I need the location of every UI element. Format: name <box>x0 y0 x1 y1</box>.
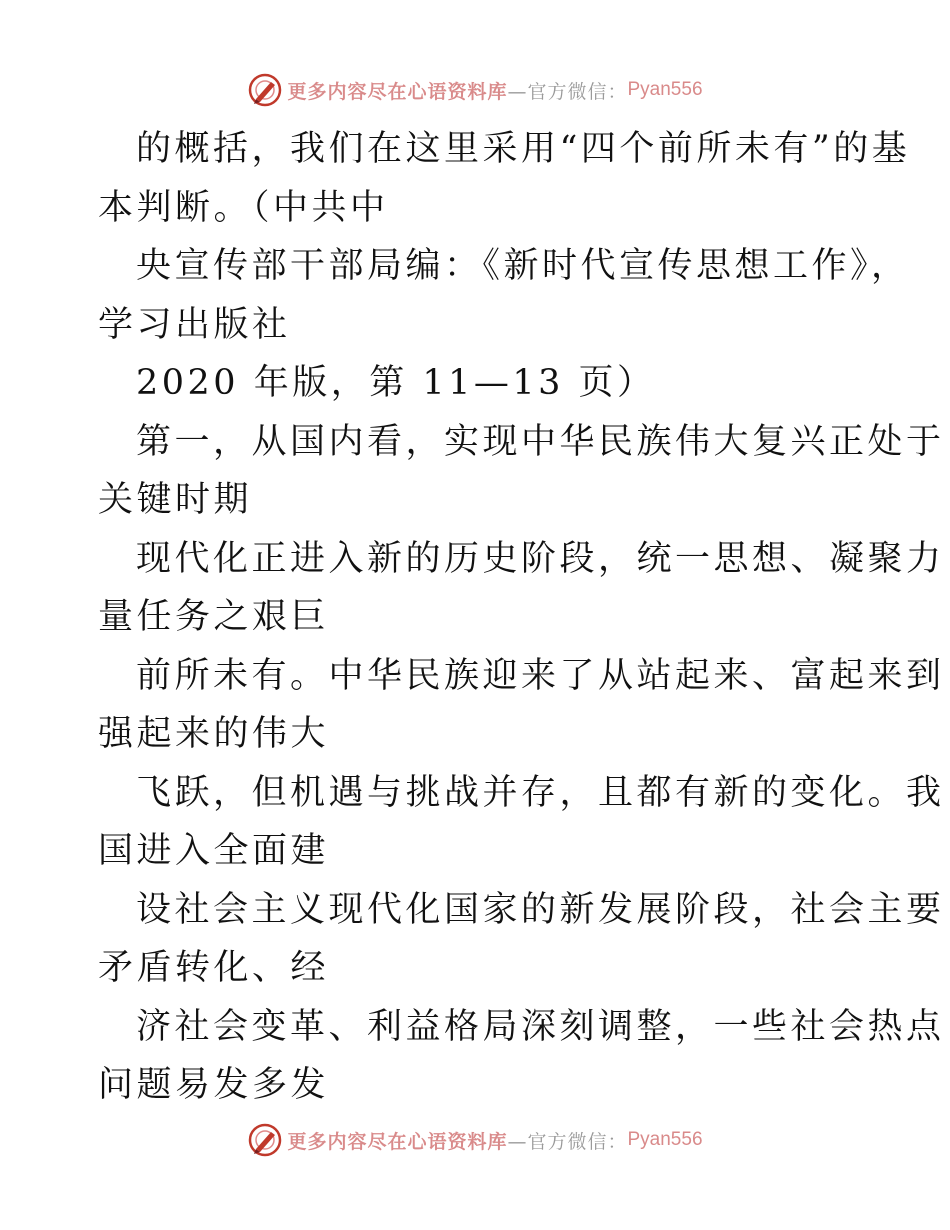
footer-watermark <box>0 1120 950 1160</box>
watermark-account: Pyan556 <box>627 1129 703 1150</box>
text-line: 央宣传部干部局编：《新时代宣传思想工作》， <box>136 246 910 286</box>
text-line: 矛盾转化、经 <box>98 948 330 988</box>
text-line: 问题易发多发 <box>98 1065 330 1105</box>
watermark-separator: —官方微信： <box>507 1130 628 1153</box>
text-line: 2020 年版，第 11—13 页） <box>136 363 656 403</box>
watermark-account: Pyan556 <box>627 79 703 100</box>
text-line: 前所未有。中华民族迎来了从站起来、富起来到 <box>136 655 945 696</box>
text-line: 飞跃，但机遇与挑战并存，且都有新的变化。我 <box>136 772 945 813</box>
header-watermark <box>0 70 950 110</box>
text-line: 学习出版社 <box>98 304 291 345</box>
document-body <box>98 120 945 1115</box>
text-line: 强起来的伟大 <box>98 714 330 754</box>
watermark-brand: 更多内容尽在心语资料库 <box>287 80 508 103</box>
text-line: 济社会变革、利益格局深刻调整，一些社会热点 <box>136 1006 945 1047</box>
watermark-separator: —官方微信： <box>507 80 628 103</box>
text-line: 国进入全面建 <box>98 831 330 871</box>
text-line: 第一，从国内看，实现中华民族伟大复兴正处于 <box>136 421 945 462</box>
text-line: 的概括，我们在这里采用“四个前所未有”的基 <box>136 129 911 169</box>
pen-logo-icon <box>247 1122 283 1158</box>
text-line: 本判断。（中共中 <box>98 187 389 228</box>
pen-logo-icon <box>247 72 283 108</box>
text-line: 量任务之艰巨 <box>98 597 330 637</box>
watermark-brand: 更多内容尽在心语资料库 <box>287 1130 508 1153</box>
text-line: 关键时期 <box>98 480 253 520</box>
text-line: 现代化正进入新的历史阶段，统一思想、凝聚力 <box>136 538 945 579</box>
text-line: 设社会主义现代化国家的新发展阶段，社会主要 <box>136 889 945 930</box>
